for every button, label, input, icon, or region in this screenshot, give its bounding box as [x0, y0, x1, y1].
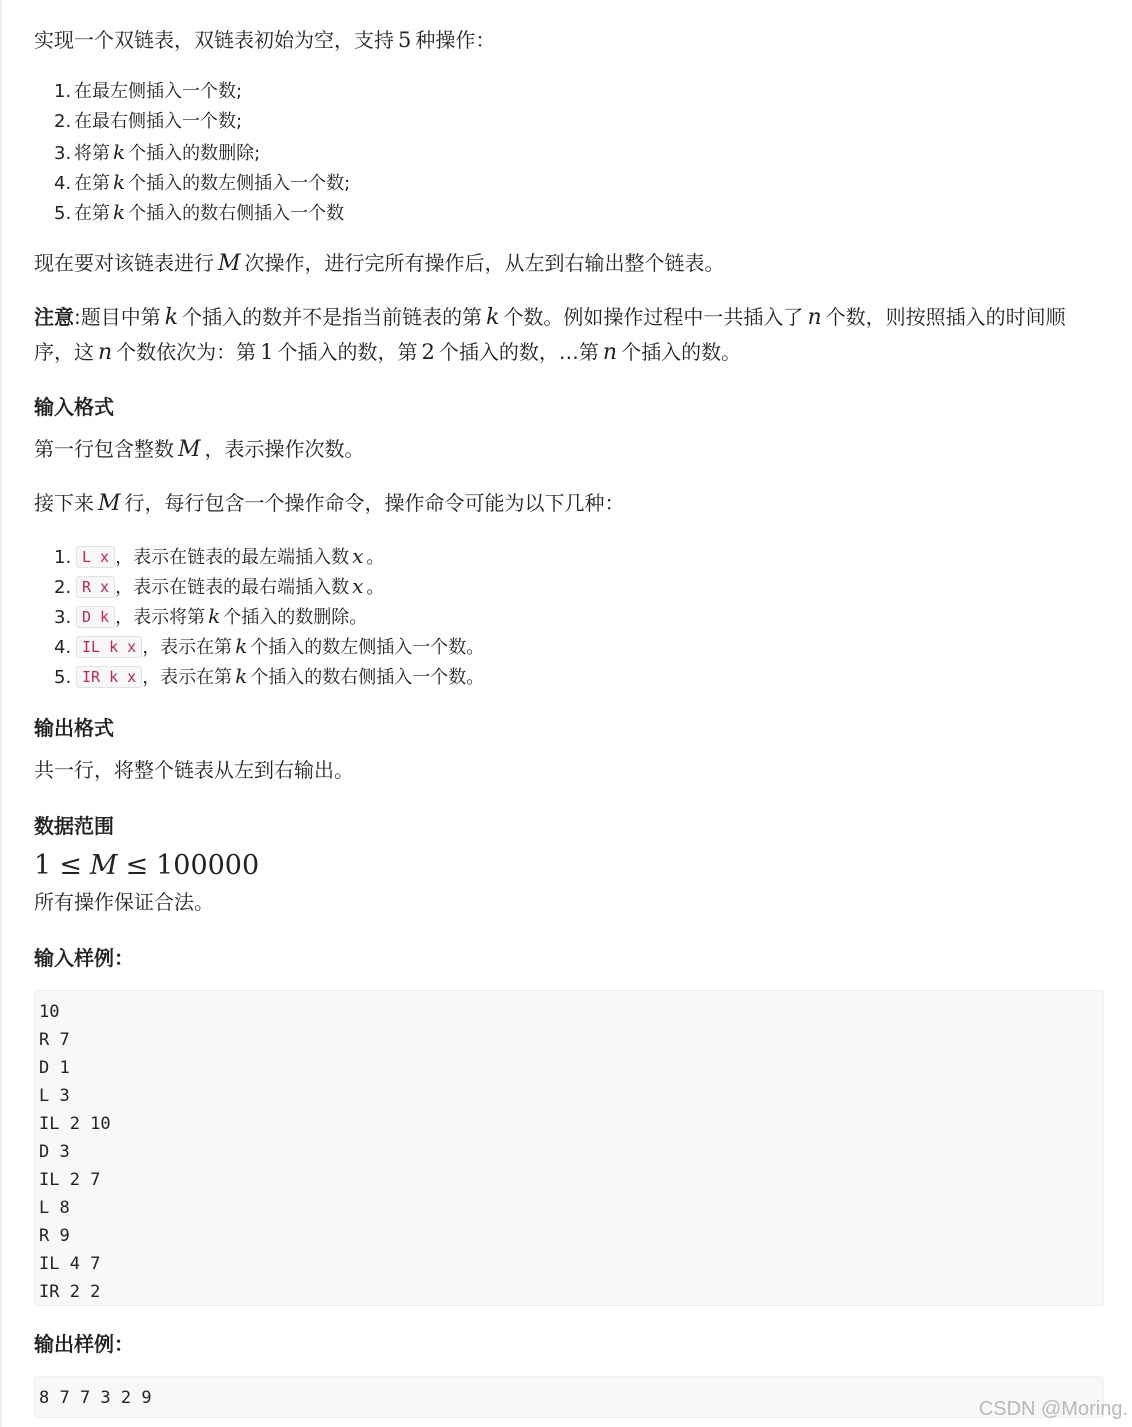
code-line: R 9 [39, 1226, 70, 1246]
code-line: D 1 [39, 1058, 70, 1078]
left-border [0, 0, 2, 1427]
intro-suffix: 种操作： [415, 28, 496, 52]
code-line: IR 2 2 [39, 1282, 101, 1302]
list-item: 4. 在第 k 个插入的数左侧插入一个数; [54, 170, 351, 194]
csdn-watermark: CSDN @Moring. [978, 1398, 1128, 1420]
code-line: IL 4 7 [39, 1254, 101, 1274]
code-line: L 3 [39, 1086, 70, 1106]
list-item: 1. L x ，表示在链表的最左端插入数 x 。 [54, 544, 385, 568]
list-item: 3. 将第 k 个插入的数删除; [54, 140, 261, 164]
list-item: 5. IR k x ，表示在第 k 个插入的数右侧插入一个数。 [54, 664, 485, 688]
inline-code: R x [76, 576, 115, 598]
sample-input-code-block [34, 990, 1104, 1306]
operations-list [54, 77, 350, 227]
sample-output-heading: 输出样例： [34, 1332, 134, 1356]
data-range-heading: 数据范围 [34, 814, 114, 838]
list-item: 2. 在最右侧插入一个数; [54, 111, 243, 132]
code-line: IL 2 10 [39, 1114, 111, 1134]
list-item: 2. R x ，表示在链表的最右端插入数 x 。 [54, 574, 385, 598]
code-line: 8 7 7 3 2 9 [39, 1388, 152, 1408]
intro-prefix: 实现一个双链表，双链表初始为空，支持 [34, 28, 394, 52]
code-line: D 3 [39, 1142, 70, 1162]
inline-code: IL k x [76, 636, 142, 658]
inline-code: D k [76, 606, 115, 628]
sample-output-code-block [34, 1376, 1104, 1418]
list-item: 4. IL k x ，表示在第 k 个插入的数左侧插入一个数。 [54, 634, 485, 658]
list-item: 1. 在最左侧插入一个数; [54, 81, 243, 102]
data-range-formula: 1 ≤ M ≤ 100000 [34, 850, 260, 881]
inline-code: IR k x [76, 666, 142, 688]
list-item: 5. 在第 k 个插入的数右侧插入一个数 [54, 200, 345, 224]
output-format-text: 共一行，将整个链表从左到右输出。 [34, 758, 354, 782]
code-line: 10 [39, 1002, 60, 1022]
inline-code: L x [76, 546, 115, 568]
output-format-heading: 输出格式 [34, 716, 114, 740]
code-line: R 7 [39, 1030, 70, 1050]
note-paragraph: 注意:题目中第 k 个插入的数并不是指当前链表的第 k 个数。例如操作过程中一共插入了 n 个数，则按照插入的时间顺序，这 n 个数依次为：第 1 个插入的数，第 2 个插入的数，…第 n 个插入的数。 [34, 305, 1066, 365]
input-format-heading: 输入格式 [34, 395, 114, 419]
code-line: L 8 [39, 1198, 70, 1218]
sample-input-heading: 输入样例： [34, 946, 134, 970]
operations-count-paragraph: 现在要对该链表进行 M 次操作，进行完所有操作后，从左到右输出整个链表。 [34, 251, 725, 276]
input-format-line2: 接下来 M 行，每行包含一个操作命令，操作命令可能为以下几种： [34, 491, 625, 516]
note-label: 注意 [34, 305, 74, 329]
input-format-line1: 第一行包含整数 M ，表示操作次数。 [34, 437, 365, 462]
intro-count: 5 [398, 28, 412, 52]
list-item: 3. D k ，表示将第 k 个插入的数删除。 [54, 604, 368, 628]
code-line: IL 2 7 [39, 1170, 101, 1190]
intro-paragraph [34, 23, 495, 57]
commands-list [54, 541, 484, 691]
data-range-text: 所有操作保证合法。 [34, 890, 214, 914]
